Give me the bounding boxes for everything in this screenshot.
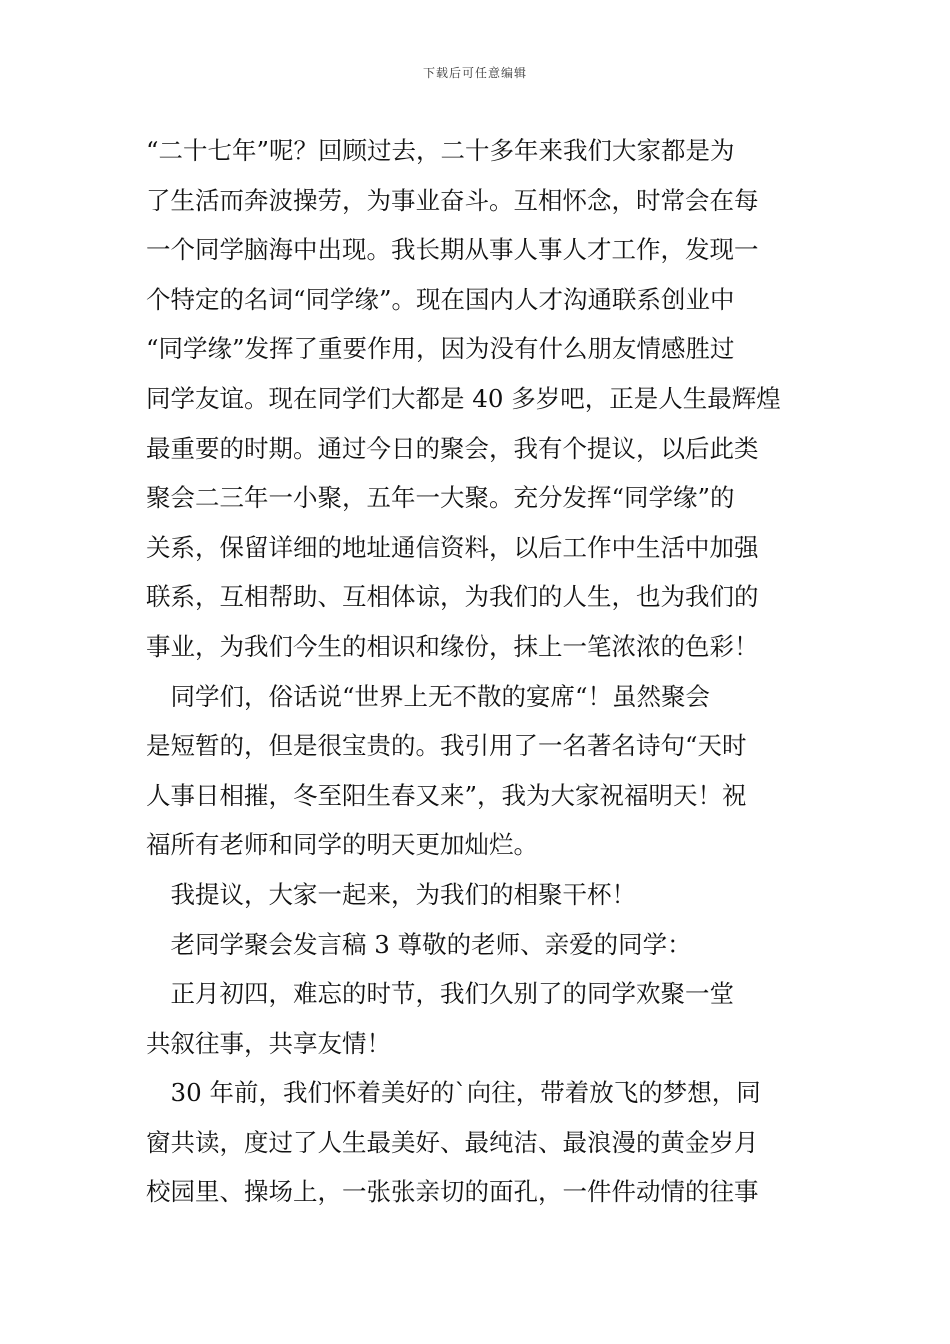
page-header-note: 下载后可任意编辑 [422,66,527,80]
text-line: 了生活而奔波操劳，为事业奋斗。互相怀念，时常会在每 [146,185,759,215]
text-line: 同学友谊。现在同学们大都是 40 多岁吧，正是人生最辉煌 [146,383,781,413]
text-line: 30 年前，我们怀着美好的`向往，带着放飞的梦想，同 [146,1078,761,1108]
text-line: 联系，互相帮助、互相体谅，为我们的人生，也为我们的 [146,582,759,612]
text-line: 最重要的时期。通过今日的聚会，我有个提议，以后此类 [146,433,759,463]
text-line: 事业，为我们今生的相识和缘份，抹上一笔浓浓的色彩！ [146,631,759,661]
text-line: 共叙往事，共享友情！ [146,1028,391,1058]
text-line: 福所有老师和同学的明天更加灿烂。 [146,830,538,860]
text-line: 我提议，大家一起来，为我们的相聚干杯！ [146,879,636,909]
text-line: 同学们，俗话说“世界上无不散的宴席“！虽然聚会 [146,681,711,711]
text-line: 是短暂的，但是很宝贵的。我引用了一名著名诗句“天时 [146,731,747,761]
text-line: 人事日相摧，冬至阳生春又来”，我为大家祝福明天！祝 [146,780,747,810]
text-line: “二十七年”呢？回顾过去，二十多年来我们大家都是为 [146,136,735,165]
text-line: 一个同学脑海中出现。我长期从事人事人才工作，发现一 [146,235,759,265]
text-line: 老同学聚会发言稿 3 尊敬的老师、亲爱的同学： [146,929,692,959]
text-line: 校园里、操场上，一张张亲切的面孔，一件件动情的往事 [146,1177,759,1207]
text-line: 正月初四，难忘的时节，我们久别了的同学欢聚一堂 [146,979,734,1009]
text-line: 关系，保留详细的地址通信资料，以后工作中生活中加强 [146,532,759,562]
text-line: 聚会二三年一小聚，五年一大聚。充分发挥“同学缘”的 [146,483,735,513]
document-body [146,126,810,1217]
text-line: 窗共读，度过了人生最美好、最纯洁、最浪漫的黄金岁月 [146,1127,759,1157]
text-line: “同学缘”发挥了重要作用，因为没有什么朋友情感胜过 [146,334,735,364]
text-line: 个特定的名词“同学缘”。现在国内人才沟通联系创业中 [146,284,735,314]
